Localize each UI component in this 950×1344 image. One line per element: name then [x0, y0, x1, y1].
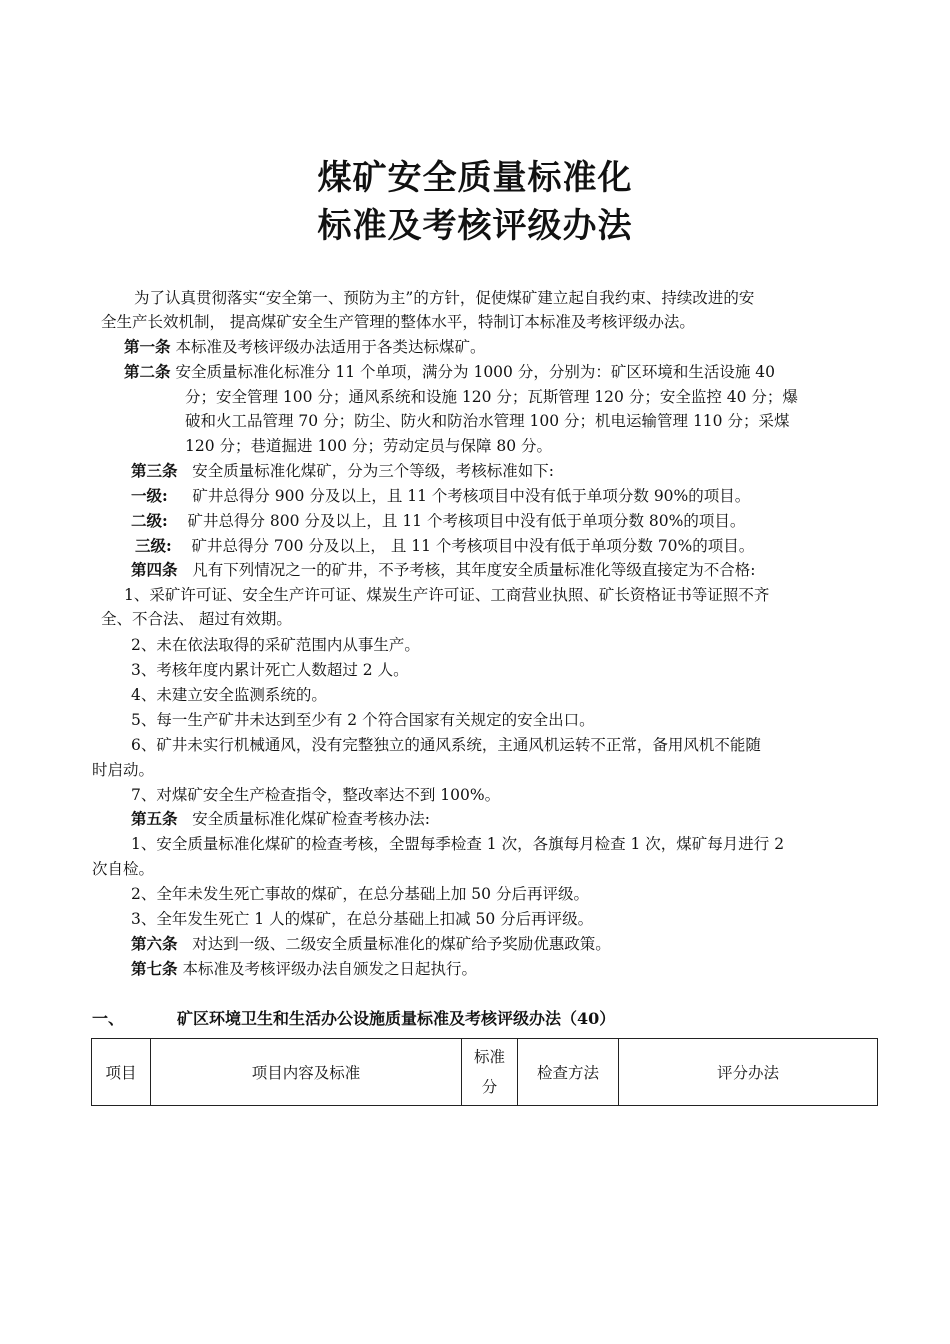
article-2-label: 第二条	[124, 362, 171, 381]
article-6	[131, 932, 611, 956]
article-4-label: 第四条	[131, 560, 178, 579]
document-title-line-1: 煤矿安全质量标准化	[317, 158, 633, 198]
article-4	[131, 558, 756, 582]
article-5-item-1-line-2: 次自检。	[92, 860, 155, 878]
article-1-text: 本标准及考核评级办法适用于各类达标煤矿。	[175, 338, 486, 356]
article-2	[124, 360, 775, 384]
article-4-item-1-line-1: 1、采矿许可证、安全生产许可证、煤炭生产许可证、工商营业执照、矿长资格证书等证照不齐	[124, 586, 770, 604]
intro-line-1: 为了认真贯彻落实“安全第一、预防为主”的方针，促使煤矿建立起自我约束、持续改进的安	[134, 289, 755, 307]
table-header-row	[92, 1039, 878, 1106]
header-cell-content: 项目内容及标准	[151, 1039, 462, 1106]
grade-2-label: 二级:	[131, 511, 168, 530]
article-2-line-4: 120 分；巷道掘进 100 分；劳动定员与保障 80 分。	[185, 437, 553, 455]
header-cell-item: 项目	[92, 1039, 151, 1106]
article-6-text: 对达到一级、二级安全质量标准化的煤矿给予奖励优惠政策。	[192, 935, 611, 953]
article-4-item-6-line-1: 6、矿井未实行机械通风，没有完整独立的通风系统，主通风机运转不正常，备用风机不能随	[131, 736, 761, 754]
grade-3-text: 矿井总得分 700 分及以上， 且 11 个考核项目中没有低于单项分数 70%的项目。	[191, 537, 755, 555]
article-5-item-3: 3、全年发生死亡 1 人的煤矿，在总分基础上扣减 50 分后再评级。	[131, 910, 594, 928]
header-cell-standard-score-line-2: 分	[481, 1078, 498, 1096]
grade-1-label: 一级:	[131, 486, 168, 505]
article-4-item-4: 4、未建立安全监测系统的。	[131, 686, 327, 704]
standards-table	[91, 1038, 878, 1106]
header-cell-standard-score	[462, 1039, 518, 1106]
grade-1	[131, 484, 750, 508]
article-5-item-2: 2、全年未发生死亡事故的煤矿，在总分基础上加 50 分后再评级。	[131, 885, 589, 903]
article-7-label: 第七条	[131, 959, 178, 978]
article-5-label: 第五条	[131, 809, 178, 828]
article-2-line-1: 安全质量标准化标准分 11 个单项，满分为 1000 分，分别为：矿区环境和生活设施 40	[175, 363, 775, 381]
article-3	[131, 459, 554, 483]
section-1-number: 一、	[92, 1009, 125, 1028]
article-2-line-2: 分；安全管理 100 分；通风系统和设施 120 分；瓦斯管理 120 分；安全监控 40 分；爆	[185, 388, 798, 406]
document-title-line-2: 标准及考核评级办法	[317, 206, 633, 246]
article-3-label: 第三条	[131, 461, 178, 480]
grade-1-text: 矿井总得分 900 分及以上，且 11 个考核项目中没有低于单项分数 90%的项目。	[192, 487, 751, 505]
article-4-item-3: 3、考核年度内累计死亡人数超过 2 人。	[131, 661, 409, 679]
intro-line-2: 全生产长效机制， 提高煤矿安全生产管理的整体水平，特制订本标准及考核评级办法。	[101, 313, 695, 331]
article-2-line-3: 破和火工品管理 70 分；防尘、防火和防治水管理 100 分；机电运输管理 110 分；采煤	[185, 412, 790, 430]
article-4-item-2: 2、未在依法取得的采矿范围内从事生产。	[131, 636, 420, 654]
article-5	[131, 807, 430, 831]
grade-2	[131, 509, 745, 533]
article-1-label: 第一条	[124, 337, 171, 356]
grade-2-text: 矿井总得分 800 分及以上，且 11 个考核项目中没有低于单项分数 80%的项目。	[187, 512, 746, 530]
article-4-item-5: 5、每一生产矿井未达到至少有 2 个符合国家有关规定的安全出口。	[131, 711, 595, 729]
grade-3-label: 三级:	[135, 536, 172, 555]
article-1	[124, 335, 485, 359]
section-1-title: 矿区环境卫生和生活办公设施质量标准及考核评级办法（40）	[177, 1009, 616, 1028]
article-4-item-6-line-2: 时启动。	[92, 761, 155, 779]
article-7	[131, 957, 477, 981]
article-4-text: 凡有下列情况之一的矿井，不予考核，其年度安全质量标准化等级直接定为不合格:	[192, 561, 756, 579]
header-cell-method: 检查方法	[518, 1039, 619, 1106]
header-cell-standard-score-line-1: 标准	[473, 1048, 505, 1066]
article-5-text: 安全质量标准化煤矿检查考核办法:	[192, 810, 431, 828]
article-7-text: 本标准及考核评级办法自颁发之日起执行。	[182, 960, 477, 978]
article-6-label: 第六条	[131, 934, 178, 953]
article-3-text: 安全质量标准化煤矿，分为三个等级，考核标准如下:	[192, 462, 555, 480]
article-4-item-7: 7、对煤矿安全生产检查指令，整改率达不到 100%。	[131, 786, 501, 804]
article-4-item-1-line-2: 全、不合法、 超过有效期。	[101, 610, 292, 628]
header-cell-scoring: 评分办法	[619, 1039, 878, 1106]
article-5-item-1-line-1: 1、安全质量标准化煤矿的检查考核，全盟每季检查 1 次，各旗每月检查 1 次，煤矿每月进行 2	[131, 835, 785, 853]
grade-3	[135, 534, 754, 558]
